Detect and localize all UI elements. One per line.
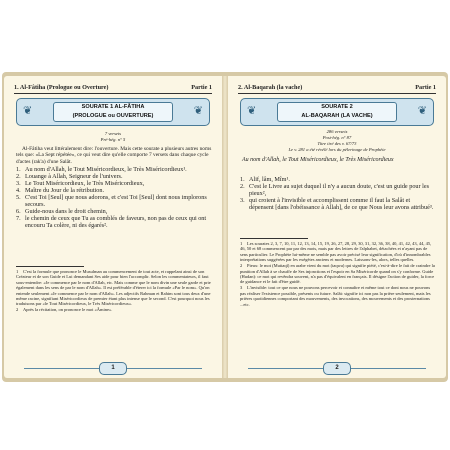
verse-count: 286 versets	[326, 129, 348, 134]
verse	[240, 197, 436, 211]
sura-title: SOURATE 1 AL-FÂTIHA	[81, 104, 145, 110]
verse	[240, 176, 436, 183]
page-number: 1	[99, 362, 127, 375]
footnote-text: L'invisible: tout ce que nous ne pouvons percevoir et connaître et même tout ce dont nous ne pouvons pas réaliser l'existence possible, présents ou future. Salât: signifie ici non pas la prière seulement, mais les prières quotidiennes comportant des mouvements, des invocations, des mouvements et des prosternations ...etc.	[240, 285, 431, 307]
sura-text	[240, 176, 436, 211]
footnote-text: Les sourates 2, 3, 7, 10, 11, 12, 13, 14, 15, 19, 26, 27, 28, 29, 30, 31, 32, 36, 38, 40, 41, 42, 43, 44, 45, 46, 50 et 68 commencent par par des mots, mais par des lettres de l'alphabet, détachées et n'ayant pas de sens particulier. Le Prophète lui-même ne semble pas avoir précisé leur signification, d'où d'innombrables interprétations suggérées par les exégètes anciens et modernes. Laissons-les, alors, telles quelles.	[240, 241, 432, 263]
footnote-separator	[240, 238, 308, 239]
sura-subtitle: (PROLOGUE ou OUVERTURE)	[72, 112, 154, 119]
sura-title-box	[277, 102, 397, 122]
verse-text: Maître du Jour de la rétribution.	[25, 187, 105, 195]
basmala: Au nom d'Allah, le Tout Miséricordieux, le Très Miséricordieux	[242, 157, 394, 163]
header-title: 1. Al-Fâtiha (Prologue ou Overture)	[14, 84, 109, 91]
verse	[16, 166, 212, 173]
verse-number: 4.	[16, 187, 21, 195]
footnote	[240, 263, 436, 285]
running-header	[14, 82, 212, 94]
footnote-separator	[16, 266, 84, 267]
verse-text: Le Tout Miséricordieux, le Très Miséricordieux,	[25, 180, 145, 188]
verse-number: 2.	[240, 183, 245, 190]
header-title: 2. Al-Baqarah (la vache)	[238, 84, 303, 91]
revelation-note: Le v. 281 a été révélé lors du pèlerinage de Prophète	[288, 147, 386, 152]
verse-text: le chemin de ceux que Tu as comblés de faveurs, non pas de ceux qui ont encouru Ta colère, ni des égarés².	[25, 215, 207, 230]
sura-meta	[238, 129, 436, 153]
footnote-number: 1	[16, 269, 19, 274]
sura-meta	[14, 131, 212, 143]
verse	[16, 208, 212, 215]
sura-banner	[240, 98, 434, 126]
footnote	[16, 307, 212, 312]
footnote	[240, 285, 436, 307]
footnote-number: 2	[16, 307, 19, 313]
header-part: Partie 1	[415, 84, 436, 91]
verse-number: 3.	[16, 180, 21, 188]
running-header	[238, 82, 436, 94]
title-source: Titre tiré des v. 67/73	[317, 141, 357, 146]
verse	[16, 180, 212, 187]
verse	[240, 183, 436, 197]
header-part: Partie 1	[191, 84, 212, 91]
page-number: 2	[323, 362, 351, 375]
verse-text: qui croient à l'invisible et accomplissent comme il faut la Salât et dépensent [dans l'obéissance à Allah], de ce que Nous leur avons attribué³.	[249, 197, 434, 211]
verse-number: 1.	[16, 166, 21, 174]
verse-number: 7.	[16, 215, 21, 223]
verse-number: 6.	[16, 208, 21, 216]
sura-title-box	[53, 102, 173, 122]
verse-count: 7 versets	[104, 131, 122, 136]
footnote-number: 2	[240, 263, 243, 269]
verse	[16, 215, 212, 229]
floral-ornament-icon: ❦	[193, 104, 203, 117]
floral-ornament-icon: ❦	[23, 104, 33, 117]
sura-banner	[16, 98, 210, 126]
right-page	[228, 76, 446, 378]
footnotes	[16, 269, 212, 313]
left-page	[4, 76, 222, 378]
verse-text: Alif, lâm, Mîm¹.	[249, 176, 290, 183]
verse	[16, 173, 212, 180]
verse-number: 2.	[16, 173, 21, 181]
footnote	[240, 241, 436, 263]
verse	[16, 187, 212, 194]
intro-paragraph: Al-Fâtiha veut littéralement dire: l'ouverture. Mais cette sourate a plusieurs autres noms tels que: «La Sept répétée», ce qui veut dire qu'elle comporte 7 versets dans chaque cycle d'actes (rak'a) d'une Salât.	[16, 146, 212, 165]
verse-number: 5.	[16, 194, 21, 202]
verse-number: 1.	[240, 176, 245, 183]
footnote-number: 3	[240, 285, 243, 291]
verse-text: Guide-nous dans le droit chemin,	[25, 208, 108, 216]
verse	[16, 194, 212, 208]
verse-text: C'est Toi [Seul] que nous adorons, et c'est Toi [Seul] dont nous implorons secours.	[25, 194, 207, 209]
footnotes	[240, 241, 436, 308]
verse-text: Au nom d'Allah, le Tout Miséricordieux, le Très Miséricordieux¹.	[25, 166, 187, 174]
footnote-number: 1	[240, 241, 243, 246]
floral-ornament-icon: ❦	[247, 104, 257, 117]
floral-ornament-icon: ❦	[417, 104, 427, 117]
revelation-order: Post-hég. n° 87	[322, 135, 352, 140]
footnote	[16, 269, 212, 307]
sura-text	[16, 146, 212, 229]
footnote-text: C'est la formule que prononce le Musulman au commencement de tout acte, et rappelant ainsi de son Créateur et de son Guide et Lui demandant Ses aide pour bien l'accomplir. Selon les commentateurs, il faut sous-entendre: «Je commence par le nom d'Allah, etc. Mais comme que le nom divin une seule garde et prie également dans les sens de par le nom d'Allah». Il est préférable d'éterer ici la formule «Par le nom». Qu'on entende seulement «Je commence par le nom d'Allah». Les adjectifs Rahman et Rahim sont tous deux d'une même racine, signifiant Miséricordieux de premier étant plus intense que le second. C'est pourquoi nous les traduisons par «le Tout Miséricordieux, le Très Miséricordieux».	[16, 269, 211, 307]
sura-subtitle: AL-BAQARAH (LA VACHE)	[301, 112, 373, 119]
revelation-order: Pré-hég. n° 5	[100, 137, 126, 142]
sura-title: SOURATE 2	[321, 104, 353, 110]
footnote-text: Pieux: le mot (Muttaqî) en arabe vient du mot (taqwa) qui signifie piété, c'est-à-dire le fait de craindre la punition d'Allah à se chauffe de Ses injonctions et l'espoir en Sa Miséricorde quand on s'y conforme. Guide (Hudan): ce mot qui revêndra souvent, n'a pas d'équivalent en français. Il désigne l'action de guider, la force de guidance et le fait d'être guidé.	[240, 263, 435, 285]
footnote-text: Après la récitation, on prononce le mot «Âmine».	[23, 307, 113, 313]
verse-number: 3.	[240, 197, 245, 204]
verse-text: C'est le Livre au sujet duquel il n'y a aucun doute, c'est un guide pour les pieux²,	[249, 183, 429, 197]
verse-text: Louange à Allah, Seigneur de l'univers.	[25, 173, 123, 181]
